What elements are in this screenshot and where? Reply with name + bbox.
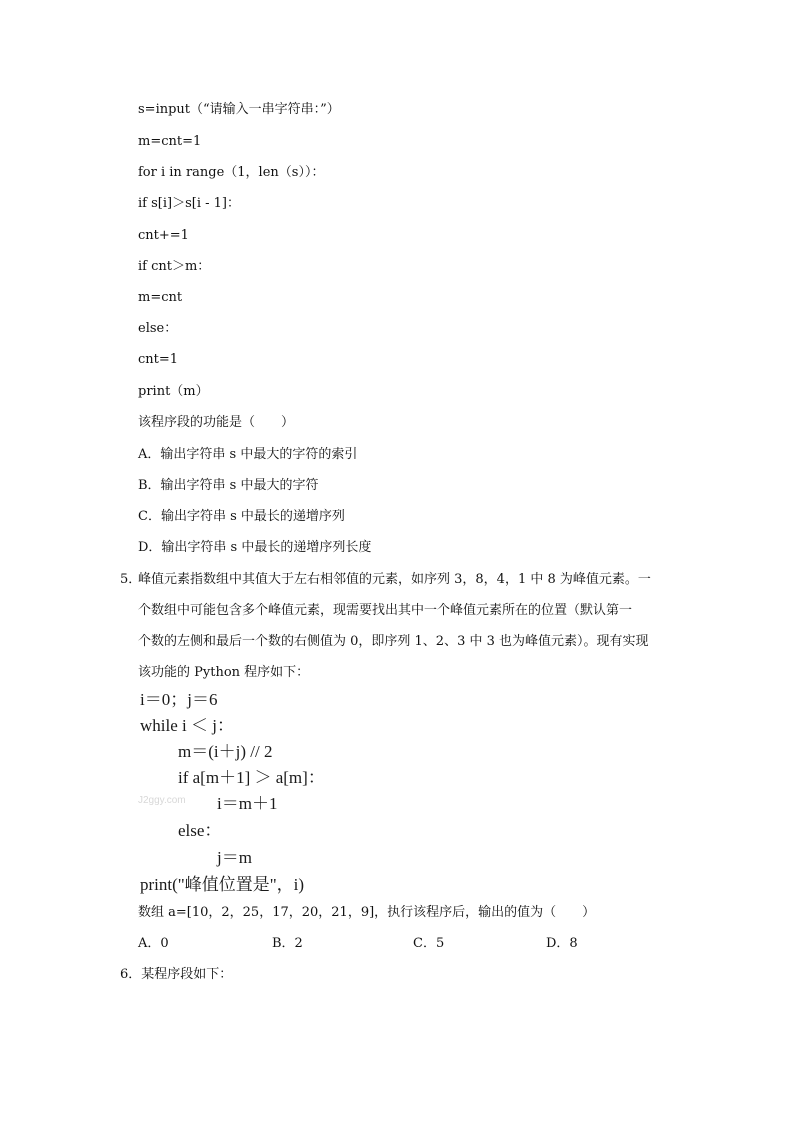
q5-code-line-6: else： [178,821,222,840]
q4-code-line-7: m=cnt [138,290,183,305]
q4-code-line-6: if cnt＞m： [138,259,211,274]
q4-question: 该程序段的功能是（ ） [138,415,295,430]
q5-option-a: A．0 [138,936,169,951]
q5-code-line-5: i＝m＋1 [217,794,278,813]
q5-text-line-1: 峰值元素指数组中其值大于左右相邻值的元素，如序列 3，8，4，1 中 8 为峰值元素。一 [138,572,651,587]
q4-option-c: C．输出字符串 s 中最长的递增序列 [138,509,345,524]
q4-option-a: A．输出字符串 s 中最大的字符的索引 [138,447,358,462]
q4-code-line-10: print（m） [138,384,209,399]
q5-code-line-3: m＝(i＋j) // 2 [178,742,273,761]
q5-option-b: B．2 [272,936,303,951]
watermark: J2ggy.com [138,795,186,806]
q5-text-line-4: 该功能的 Python 程序如下： [138,665,310,680]
q5-code-line-7: j＝m [217,848,252,867]
q5-option-d: D．8 [546,936,578,951]
q5-code-line-2: while i ＜ j： [140,716,234,735]
q5-question: 数组 a=[10，2，25，17，20，21，9]，执行该程序后，输出的值为（ ） [138,905,596,920]
q6-text: 6．某程序段如下： [120,967,233,982]
q4-code-line-5: cnt+=1 [138,228,189,243]
q4-code-line-2: m=cnt=1 [138,134,202,149]
q4-code-line-9: cnt=1 [138,352,179,367]
q5-number: 5． [120,572,142,587]
q4-code-line-3: for i in range（1，len（s））： [138,165,325,180]
q5-code-line-4: if a[m＋1] ＞ a[m]： [178,768,325,787]
q5-option-c: C．5 [413,936,445,951]
q4-option-b: B．输出字符串 s 中最大的字符 [138,478,319,493]
q4-code-line-8: else： [138,321,178,336]
q4-code-line-1: s=input（“请输入一串字符串：”） [138,102,340,117]
q4-option-d: D．输出字符串 s 中最长的递增序列长度 [138,540,372,555]
q5-text-line-2: 个数组中可能包含多个峰值元素，现需要找出其中一个峰值元素所在的位置（默认第一 [138,603,633,618]
q4-code-line-4: if s[i]＞s[i - 1]： [138,196,240,211]
q5-code-line-8: print("峰值位置是"，i) [140,875,305,894]
q5-text-line-3: 个数的左侧和最后一个数的右侧值为 0，即序列 1、2、3 中 3 也为峰值元素）。现有实现 [138,634,649,649]
q5-code-line-1: i＝0；j＝6 [140,690,218,709]
